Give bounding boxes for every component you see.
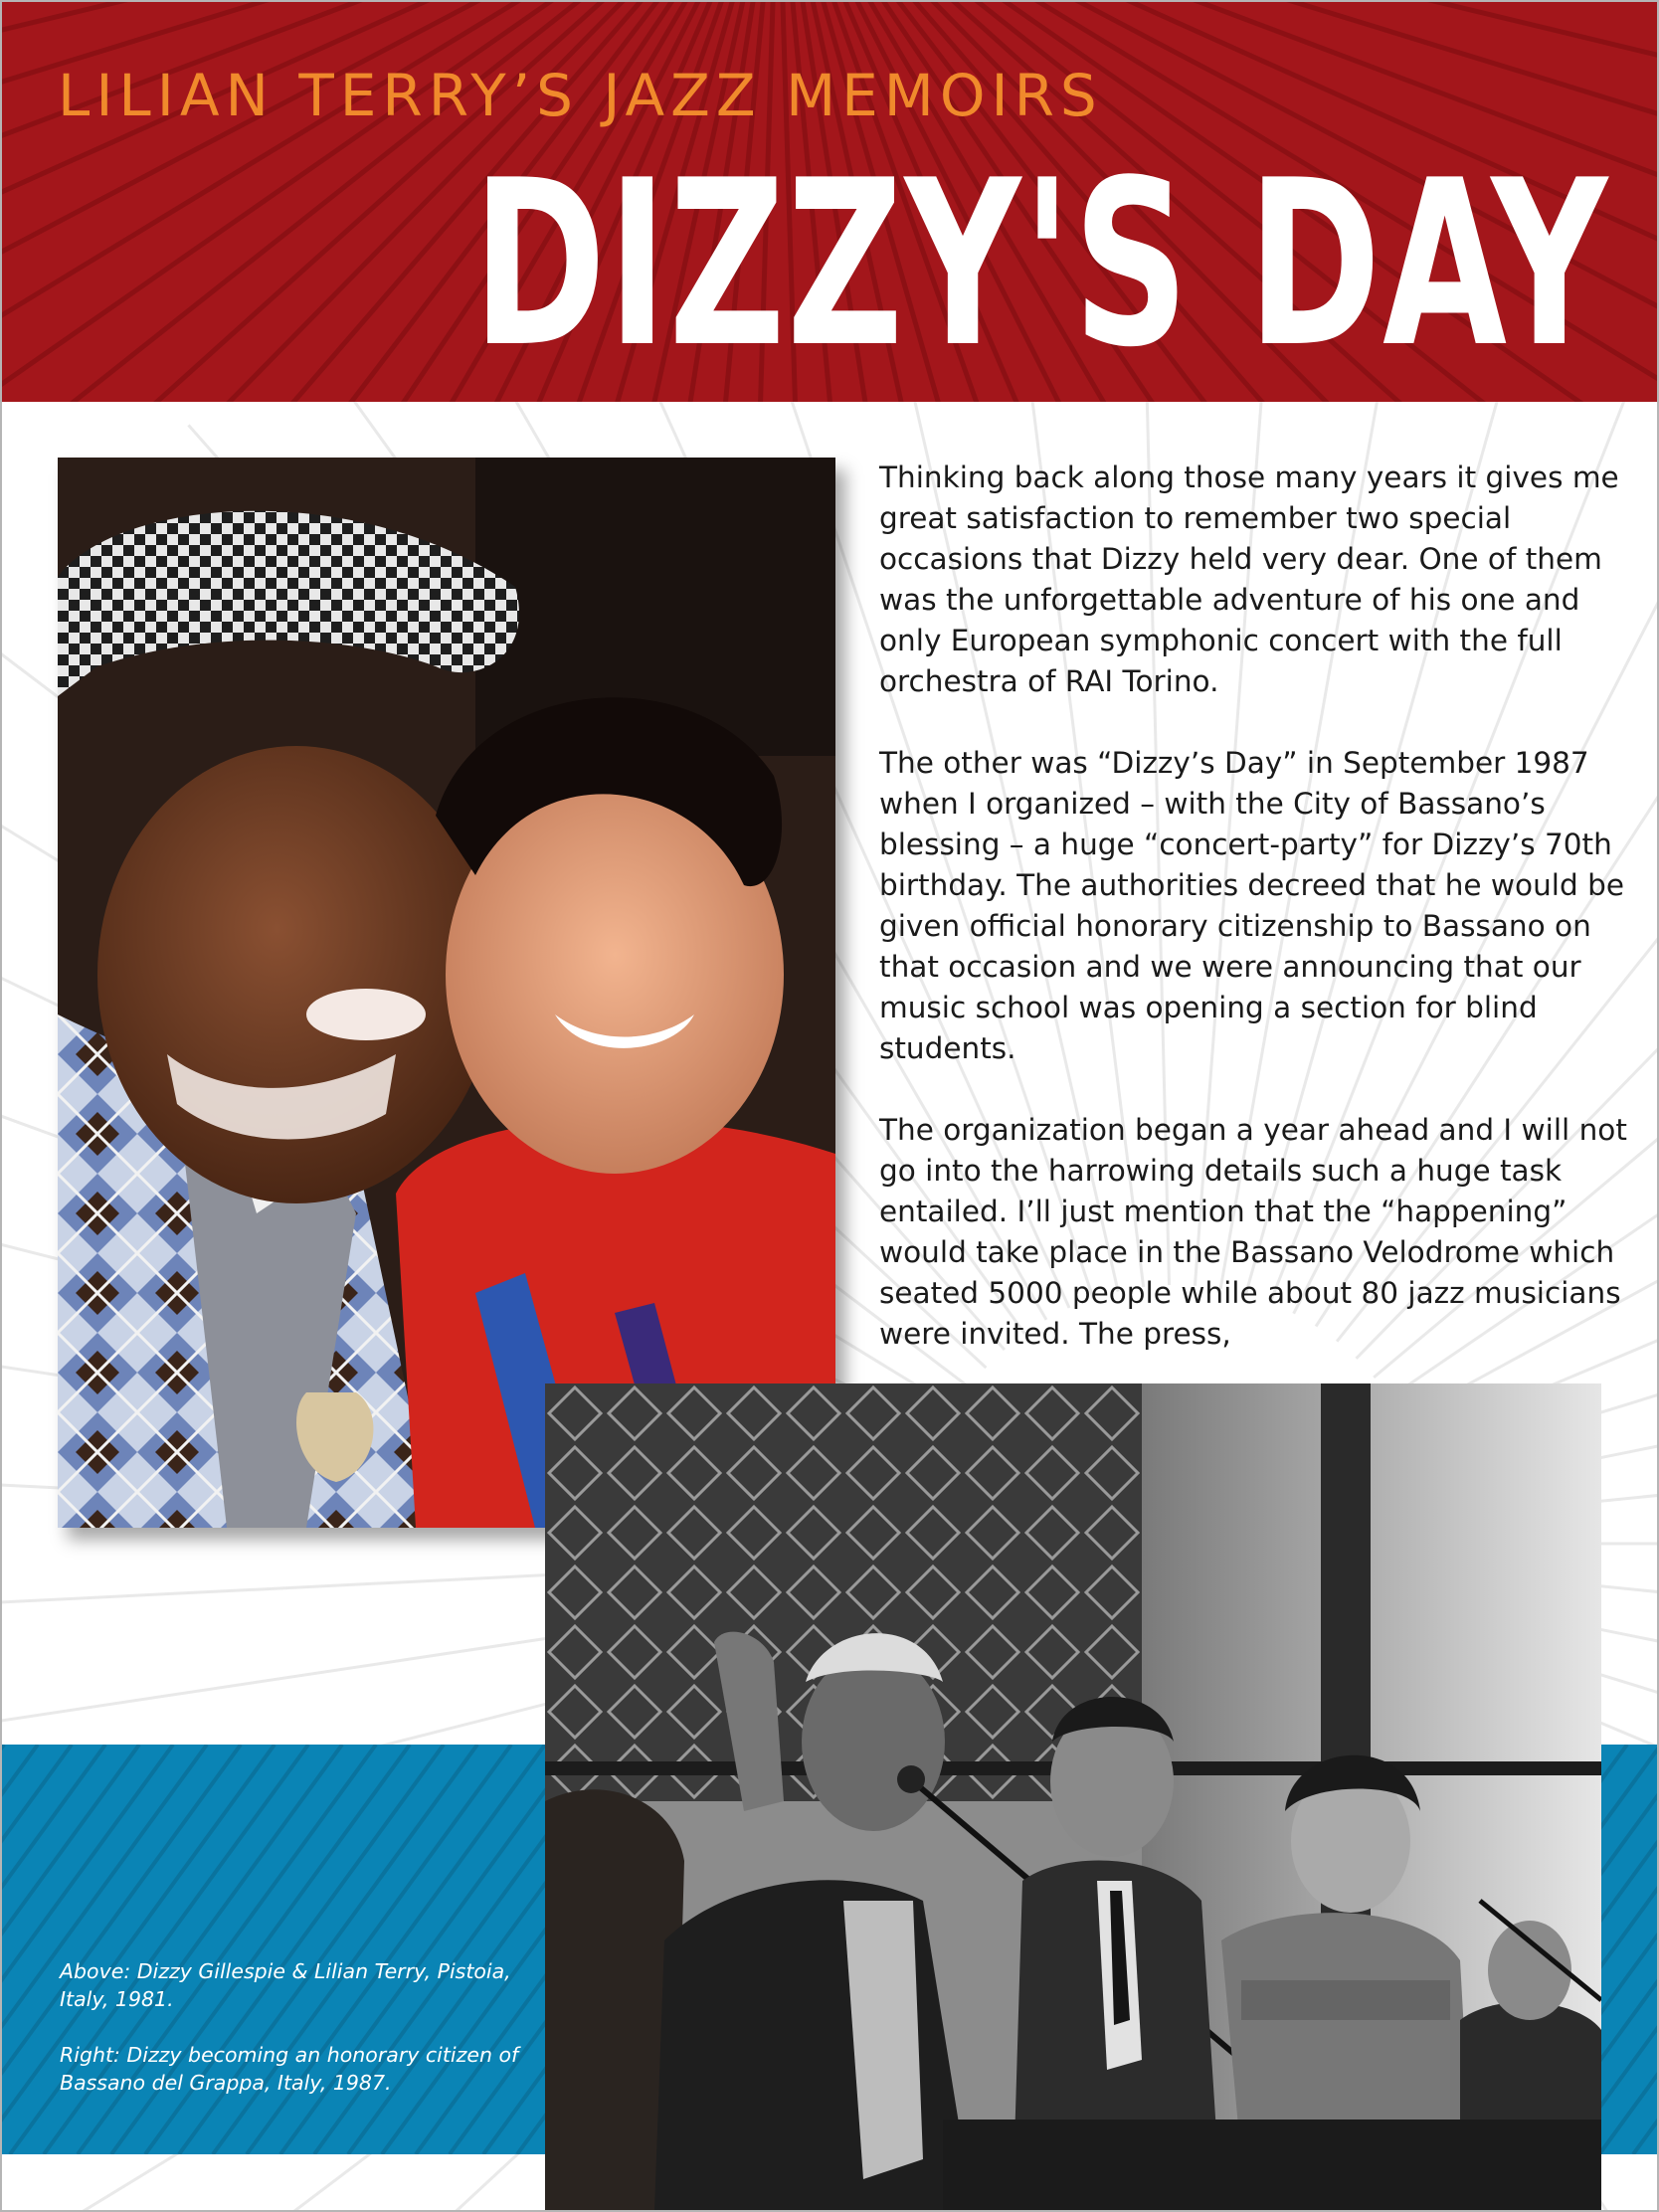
photo-honorary-citizen [545,1383,1601,2210]
article-body [879,458,1635,1395]
series-title: LILIAN TERRY’S JAZZ MEMOIRS [58,62,1103,129]
paragraph-1: Thinking back along those many years it gives me great satisfaction to remember two special occasions that Dizzy held very dear. One of them was the unforgettable adventure of his one and only European symphonic concert with the full orchestra of RAI Torino. [879,461,1619,698]
photo-captions [60,1957,557,2124]
caption-above: Above: Dizzy Gillespie & Lilian Terry, Pistoia, Italy, 1981. [60,1959,511,2011]
photo-dizzy-and-lilian [58,458,835,1528]
article-title: DIZZY'S DAY [472,132,1609,398]
paragraph-2: The other was “Dizzy’s Day” in September 1987 when I organized – with the City of Bassano’s blessing – a huge “concert-party” for Dizzy’s 70th birthday. The authorities decreed that he would be given official honorary citizenship to Bassano on that occasion and we were announcing that our music school was opening a section for blind students. [879,746,1624,1065]
caption-right: Right: Dizzy becoming an honorary citizen of Bassano del Grappa, Italy, 1987. [60,2043,519,2095]
paragraph-3: The organization began a year ahead and I will not go into the harrowing details such a huge task entailed. I’ll just mention that the “happening” would take place in the Bassano Velodrome which seated 5000 people while about 80 jazz musicians were invited. The press, [879,1113,1627,1351]
header-banner [2,2,1657,402]
